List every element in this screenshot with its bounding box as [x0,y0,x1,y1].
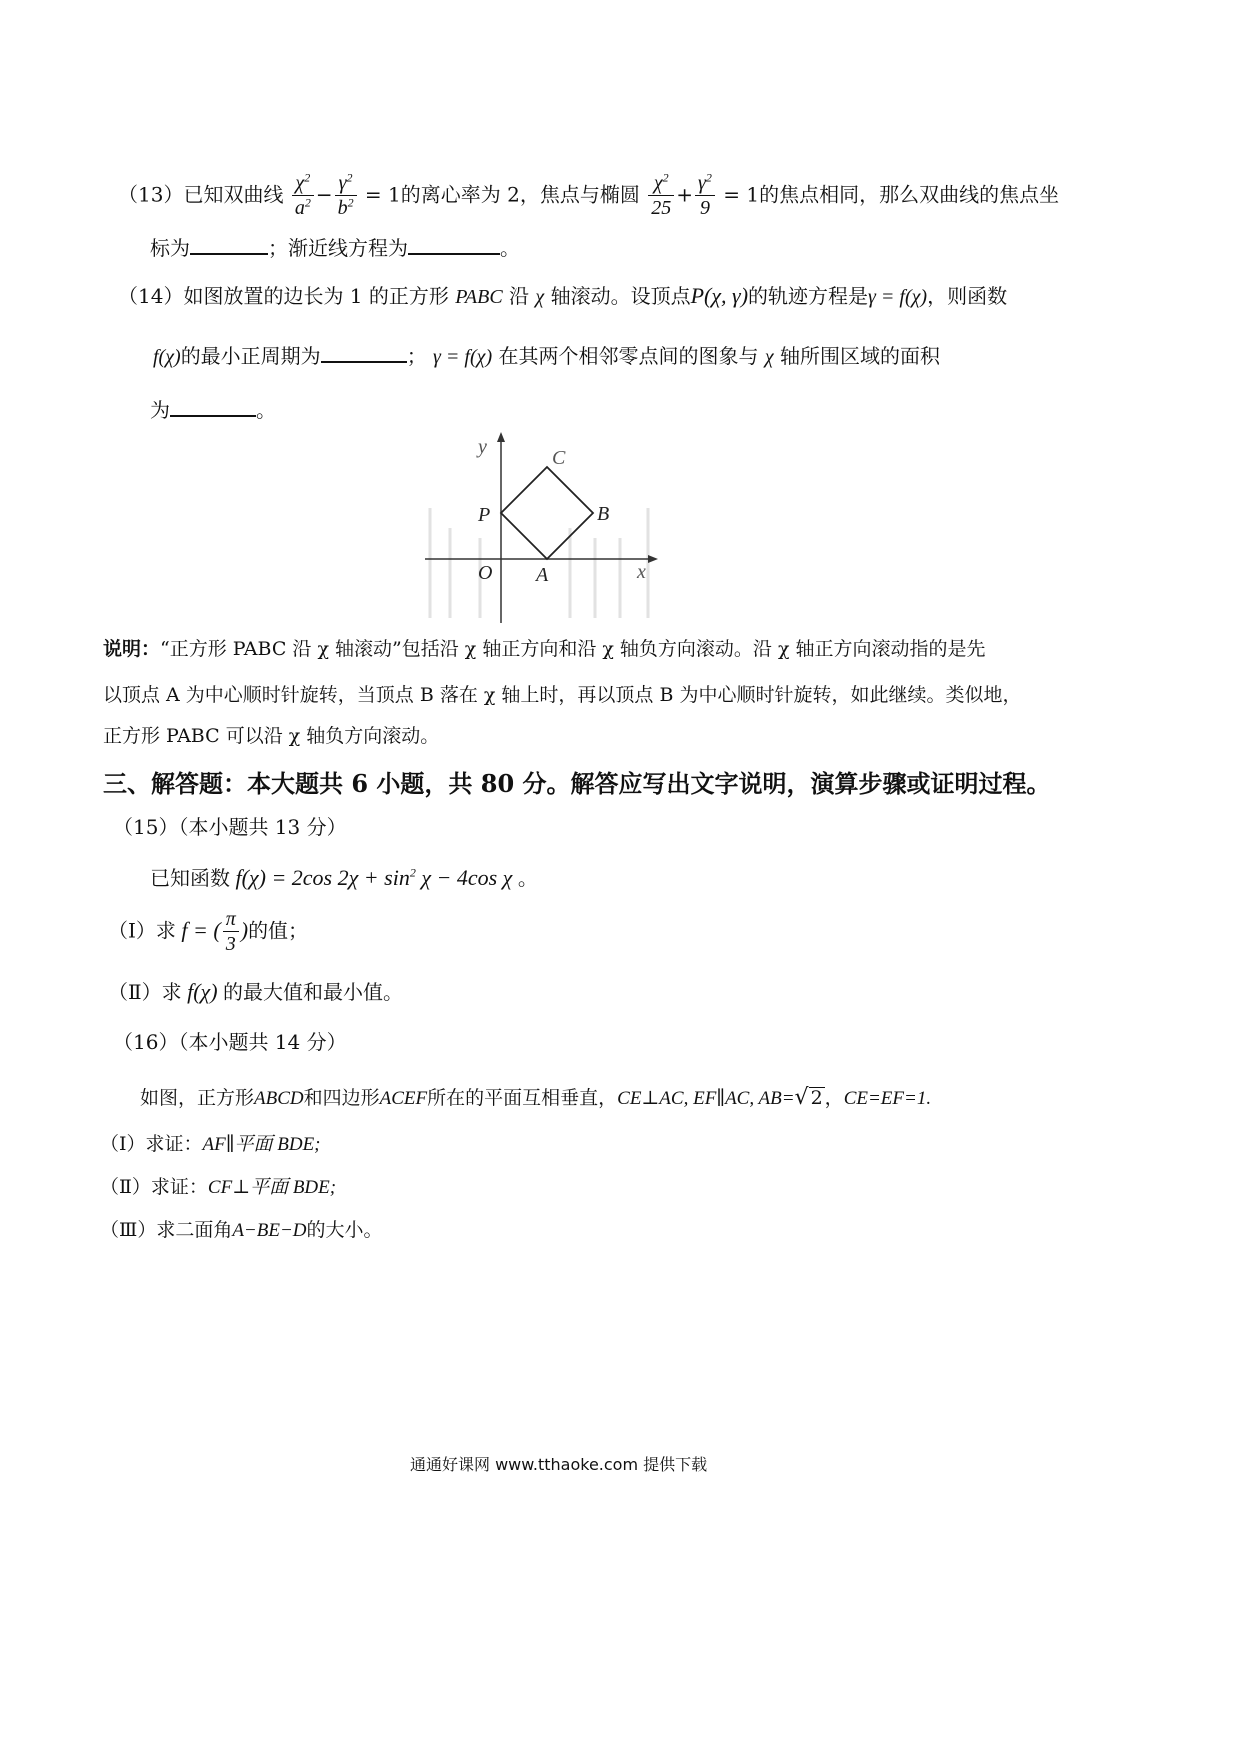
q14-line2-c: 在其两个相邻零点间的图象与 [498,344,759,368]
hyperbola-x-term: $\frac{\chi^2}{a^2}$ [292,172,314,220]
note-label: 说明： [103,638,161,660]
q15-part2: （Ⅱ）求 f(χ) 的最大值和最小值。 [108,979,404,1004]
q15-stem-a: 已知函数 [150,866,230,890]
q15-label: （15）（本小题共 13 分） [113,815,347,839]
q15-part1: （Ⅰ）求 f = ( $\frac{\pi}{3}$ )的值； [108,908,309,955]
q13-text1: 已知双曲线 [183,182,284,207]
q16-part3 [100,1221,383,1240]
answer-blank-area[interactable] [170,397,256,417]
note-text3: 正方形 PABC 可以沿 χ 轴负方向滚动。 [103,725,440,747]
q16-part1-label: （Ⅰ）求证： [100,1133,203,1155]
q15-part1-label: （Ⅰ）求 [108,918,176,943]
note-text1: “正方形 PABC 沿 χ 轴滚动”包括沿 χ 轴正方向和沿 χ 轴负方向滚动。沿 χ 轴正方向滚动指的是先 [160,638,986,660]
q16-part1 [100,1135,321,1154]
q15-stem: 已知函数 f(χ) = 2cos $2\chi + \sin^2 \chi - 4\cos$ χ 。 [150,865,538,890]
q16-conditions: CE⊥AC, EF∥AC, AB= [617,1088,795,1109]
q13-text2: 的离心率为 2，焦点与椭圆 [400,182,640,207]
q14-text2: 沿 [509,284,530,308]
q16-stem-b: 和四边形 [303,1087,380,1109]
label-o: O [478,562,493,584]
q16-part2-math: CF⊥平面 BDE; [207,1177,337,1198]
q13-line2 [150,235,520,258]
q14-line2: f(χ)的最小正周期为 ； γ = f(χ) 在其两个相邻零点间的图象与 χ 轴所围区域的面积 [153,344,940,368]
label-b: B [597,503,610,525]
note-line1 [103,640,986,659]
q14-text3: 轴滚动。设顶点 [550,284,691,308]
q13-text3: 的焦点相同，那么双曲线的焦点坐 [759,182,1060,207]
label-y: y [478,436,487,458]
q16-label: （16）（本小题共 14 分） [113,1030,347,1054]
q16-stem-e: CE=EF=1. [843,1088,932,1109]
q15-part1-tail: 的值； [248,918,309,943]
q16-part2 [100,1178,336,1197]
q13-label: （13） [118,182,184,207]
section-3-heading: 三、解答题：本大题共 6 小题，共 80 分。解答应写出文字说明，演算步骤或证明过程。 [103,769,1051,798]
q16-stem-a: 如图，正方形 [140,1087,255,1109]
q13-line1: （13）已知双曲线 $\frac{\chi^2}{a^2}$ − $\frac{\gamma^2}{b^2}$ = 1的离心率为 2，焦点与椭圆 $\frac{\chi^2}{25}$ + $\frac{\gamma^2}{9}$ = 1的焦点相同，那么双曲线的焦点坐 [118,170,1060,219]
label-c: C [552,447,566,469]
q13-line2-a: 标为 [150,236,190,260]
q14-text1: 如图放置的边长为 1 的正方形 [183,284,449,308]
q16-part1-math: AF∥平面 BDE; [202,1134,321,1155]
square-rolling-figure [420,428,665,628]
q16-abcd: ABCD [254,1088,304,1109]
q14-text5: ，则函数 [927,284,1008,308]
q16-part3-math: A−BE−D [232,1220,307,1241]
label-p: P [478,504,491,526]
q13-line2-b: ；渐近线方程为 [268,236,408,260]
q16-part3-label: （Ⅲ）求二面角 [100,1219,233,1241]
answer-blank-period[interactable] [321,343,407,363]
q14-text4: 的轨迹方程是 [748,284,869,308]
label-x: x [637,561,646,583]
q16-stem [140,1087,931,1109]
answer-blank-foci[interactable] [190,235,268,255]
q16-acef: ACEF [379,1088,428,1109]
q14-line1: （14）如图放置的边长为 1 的正方形 PABC 沿 χ 轴滚动。设顶点P(χ, γ)的轨迹方程是γ = f(χ)，则函数 [118,283,1008,308]
page-footer: 通通好课网 www.tthaoke.com 提供下载 [410,1455,708,1474]
q14-line2-d: 轴所围区域的面积 [780,344,940,368]
label-a: A [536,564,549,586]
q15-part2-label: （Ⅱ）求 [108,980,182,1004]
q14-line3 [150,397,276,420]
q15-part2-tail: 的最大值和最小值。 [223,980,404,1004]
hyperbola-y-term: $\frac{\gamma^2}{b^2}$ [335,172,357,220]
q15-stem-b: 。 [517,866,538,890]
q14-line3-a: 为 [150,398,170,422]
q14-line2-b: ； [406,344,427,368]
ellipse-x-term: $\frac{\chi^2}{25}$ [648,172,674,220]
q16-part2-label: （Ⅱ）求证： [100,1176,208,1198]
answer-blank-asymptote[interactable] [408,235,500,255]
sqrt-2: √ 2 [794,1085,823,1110]
q14-line2-a: 的最小正周期为 [180,344,321,368]
note-text2: 以顶点 A 为中心顺时针旋转，当顶点 B 落在 χ 轴上时，再以顶点 B 为中心顺时针旋转，如此继续。类似地， [103,684,1022,706]
ellipse-y-term: $\frac{\gamma^2}{9}$ [695,172,715,220]
q16-stem-d: ， [824,1087,844,1109]
q16-stem-c: 所在的平面互相垂直， [427,1087,618,1109]
q13-line2-c: 。 [500,236,520,260]
q16-part3-tail: 的大小。 [306,1219,383,1241]
note-line2 [103,686,1021,705]
q14-label: （14） [118,284,184,308]
note-line3 [103,727,439,746]
pi-over-3: $\frac{\pi}{3}$ [223,908,239,956]
q14-line3-b: 。 [256,398,276,422]
q14-square-name: PABC [455,286,503,308]
